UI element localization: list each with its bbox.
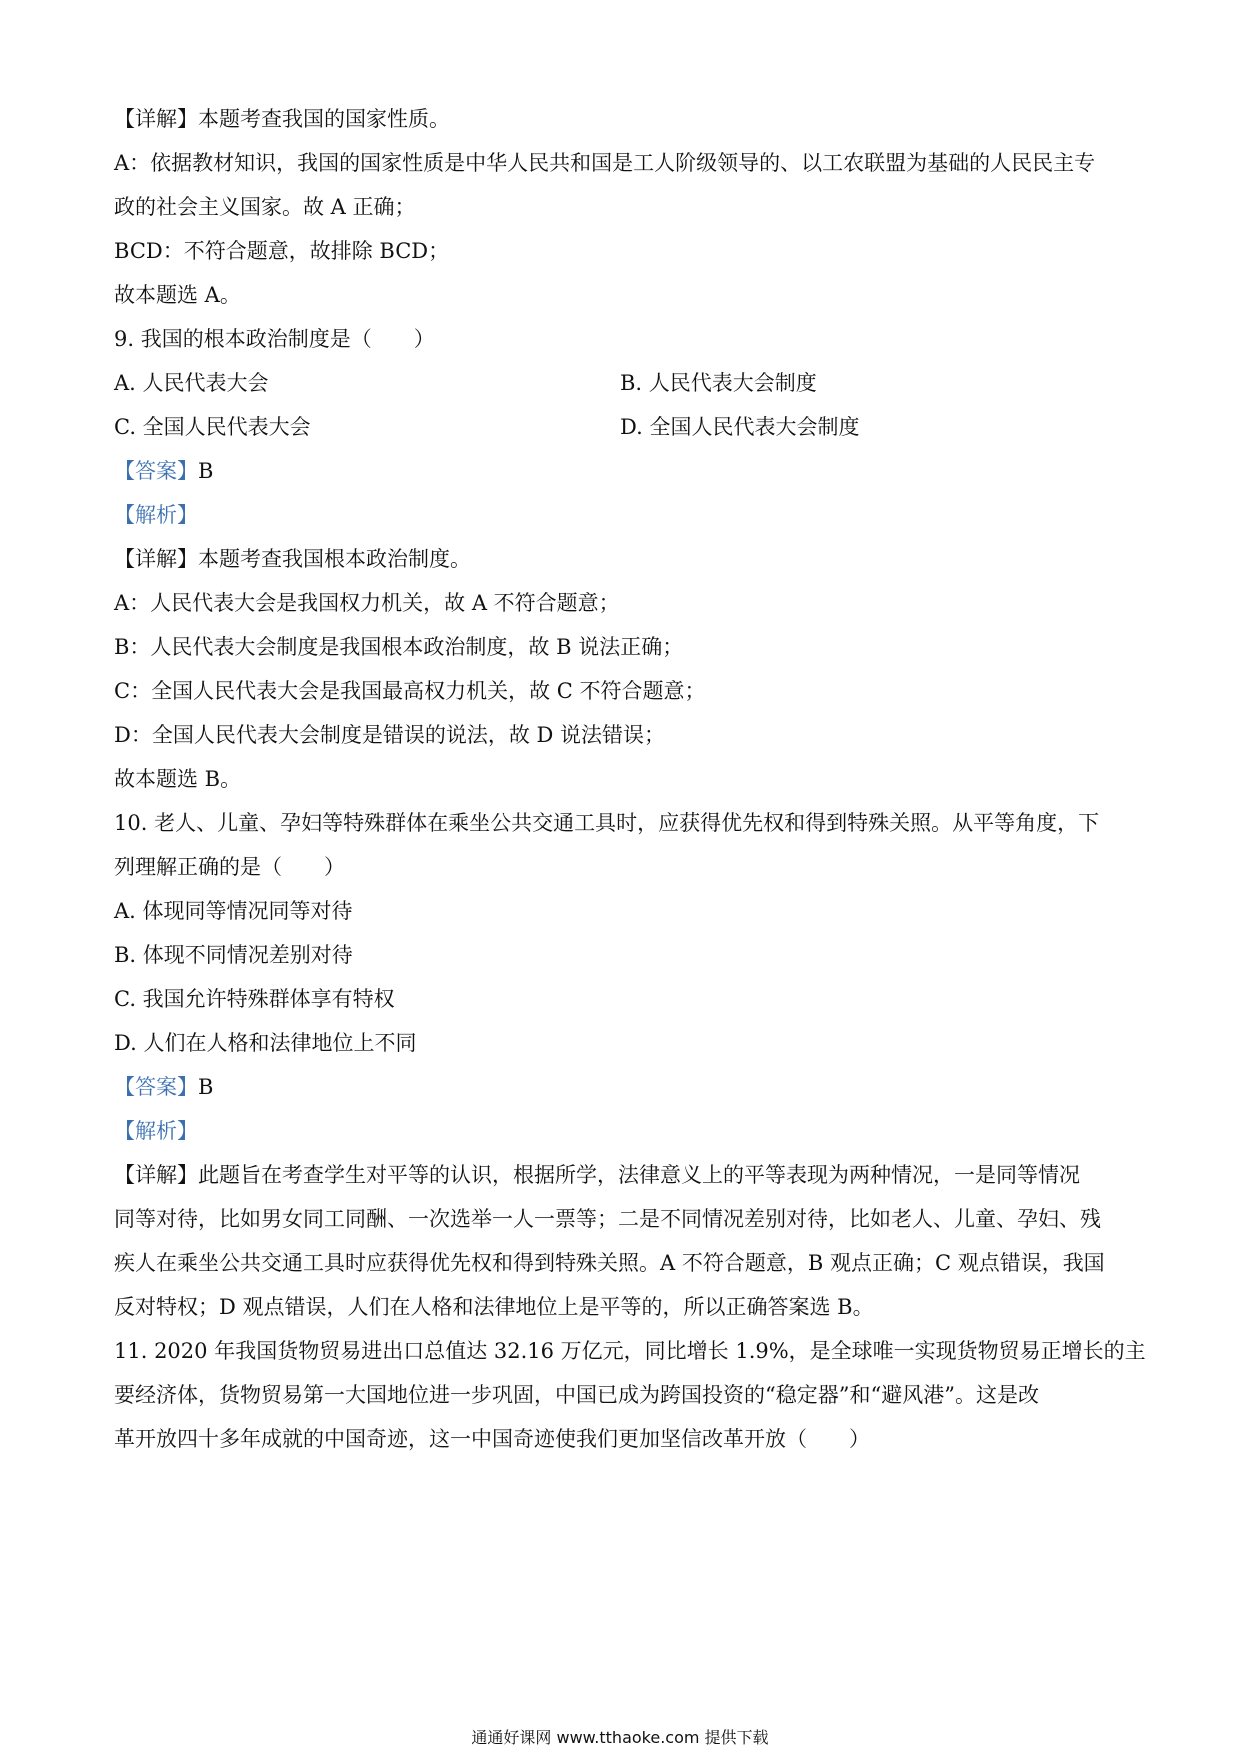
detail-line: BCD：不符合题意，故排除 BCD； xyxy=(114,239,450,263)
option-d: D. 人们在人格和法律地位上不同 xyxy=(114,1031,417,1055)
question-10-stem: 列理解正确的是（ ） xyxy=(114,855,345,879)
detail-line: 政的社会主义国家。故 A 正确； xyxy=(114,195,416,219)
question-9-options-row-1 xyxy=(114,368,1130,398)
detail-line: D：全国人民代表大会制度是错误的说法，故 D 说法错误； xyxy=(114,723,666,747)
detail-line: 【详解】此题旨在考查学生对平等的认识，根据所学，法律意义上的平等表现为两种情况，一是同等情况 xyxy=(114,1163,1080,1187)
page-footer: 通通好课网 www.tthaoke.com 提供下载 xyxy=(471,1728,769,1747)
detail-line: B：人民代表大会制度是我国根本政治制度，故 B 说法正确； xyxy=(114,635,684,659)
question-11-stem: 11. 2020 年我国货物贸易进出口总值达 32.16 万亿元，同比增长 1.9%，是全球唯一实现货物贸易正增长的主 xyxy=(114,1339,1146,1363)
answer-tag: 【答案】 xyxy=(114,459,198,483)
option-c: C. 全国人民代表大会 xyxy=(114,415,311,439)
detail-line: A：人民代表大会是我国权力机关，故 A 不符合题意； xyxy=(114,591,620,615)
detail-line: 同等对待，比如男女同工同酬、一次选举一人一票等；二是不同情况差别对待，比如老人、儿童、孕妇、残 xyxy=(114,1207,1101,1231)
detail-line: 故本题选 A。 xyxy=(114,283,241,307)
analysis-tag: 【解析】 xyxy=(114,503,198,527)
question-9-options-row-2 xyxy=(114,412,1130,442)
analysis-tag: 【解析】 xyxy=(114,1119,198,1143)
question-11-stem: 革开放四十多年成就的中国奇迹，这一中国奇迹使我们更加坚信改革开放（ ） xyxy=(114,1427,870,1451)
option-a: A. 体现同等情况同等对待 xyxy=(114,899,353,923)
answer-tag: 【答案】 xyxy=(114,1075,198,1099)
detail-line: 故本题选 B。 xyxy=(114,767,242,791)
answer-value: B xyxy=(198,1075,214,1099)
question-10-stem: 10. 老人、儿童、孕妇等特殊群体在乘坐公共交通工具时，应获得优先权和得到特殊关照。从平等角度，下 xyxy=(114,811,1100,835)
detail-line: 疾人在乘坐公共交通工具时应获得优先权和得到特殊关照。A 不符合题意，B 观点正确；C 观点错误，我国 xyxy=(114,1251,1105,1275)
question-10-answer xyxy=(114,1072,1130,1102)
detail-line: 反对特权；D 观点错误，人们在人格和法律地位上是平等的，所以正确答案选 B。 xyxy=(114,1295,874,1319)
question-9-answer xyxy=(114,456,1130,486)
question-9-stem: 9. 我国的根本政治制度是（ ） xyxy=(114,327,435,351)
option-c: C. 我国允许特殊群体享有特权 xyxy=(114,987,395,1011)
detail-line: C：全国人民代表大会是我国最高权力机关，故 C 不符合题意； xyxy=(114,679,706,703)
question-11-stem: 要经济体，货物贸易第一大国地位进一步巩固，中国已成为跨国投资的“稳定器”和“避风港”。这是改 xyxy=(114,1383,1039,1407)
detail-line: A：依据教材知识，我国的国家性质是中华人民共和国是工人阶级领导的、以工农联盟为基础的人民民主专 xyxy=(114,151,1096,175)
option-b: B. 人民代表大会制度 xyxy=(620,371,817,395)
option-d: D. 全国人民代表大会制度 xyxy=(620,415,860,439)
option-b: B. 体现不同情况差别对待 xyxy=(114,943,353,967)
answer-value: B xyxy=(198,459,214,483)
detail-line: 【详解】本题考查我国的国家性质。 xyxy=(114,107,450,131)
detail-line: 【详解】本题考查我国根本政治制度。 xyxy=(114,547,471,571)
option-a: A. 人民代表大会 xyxy=(114,371,269,395)
